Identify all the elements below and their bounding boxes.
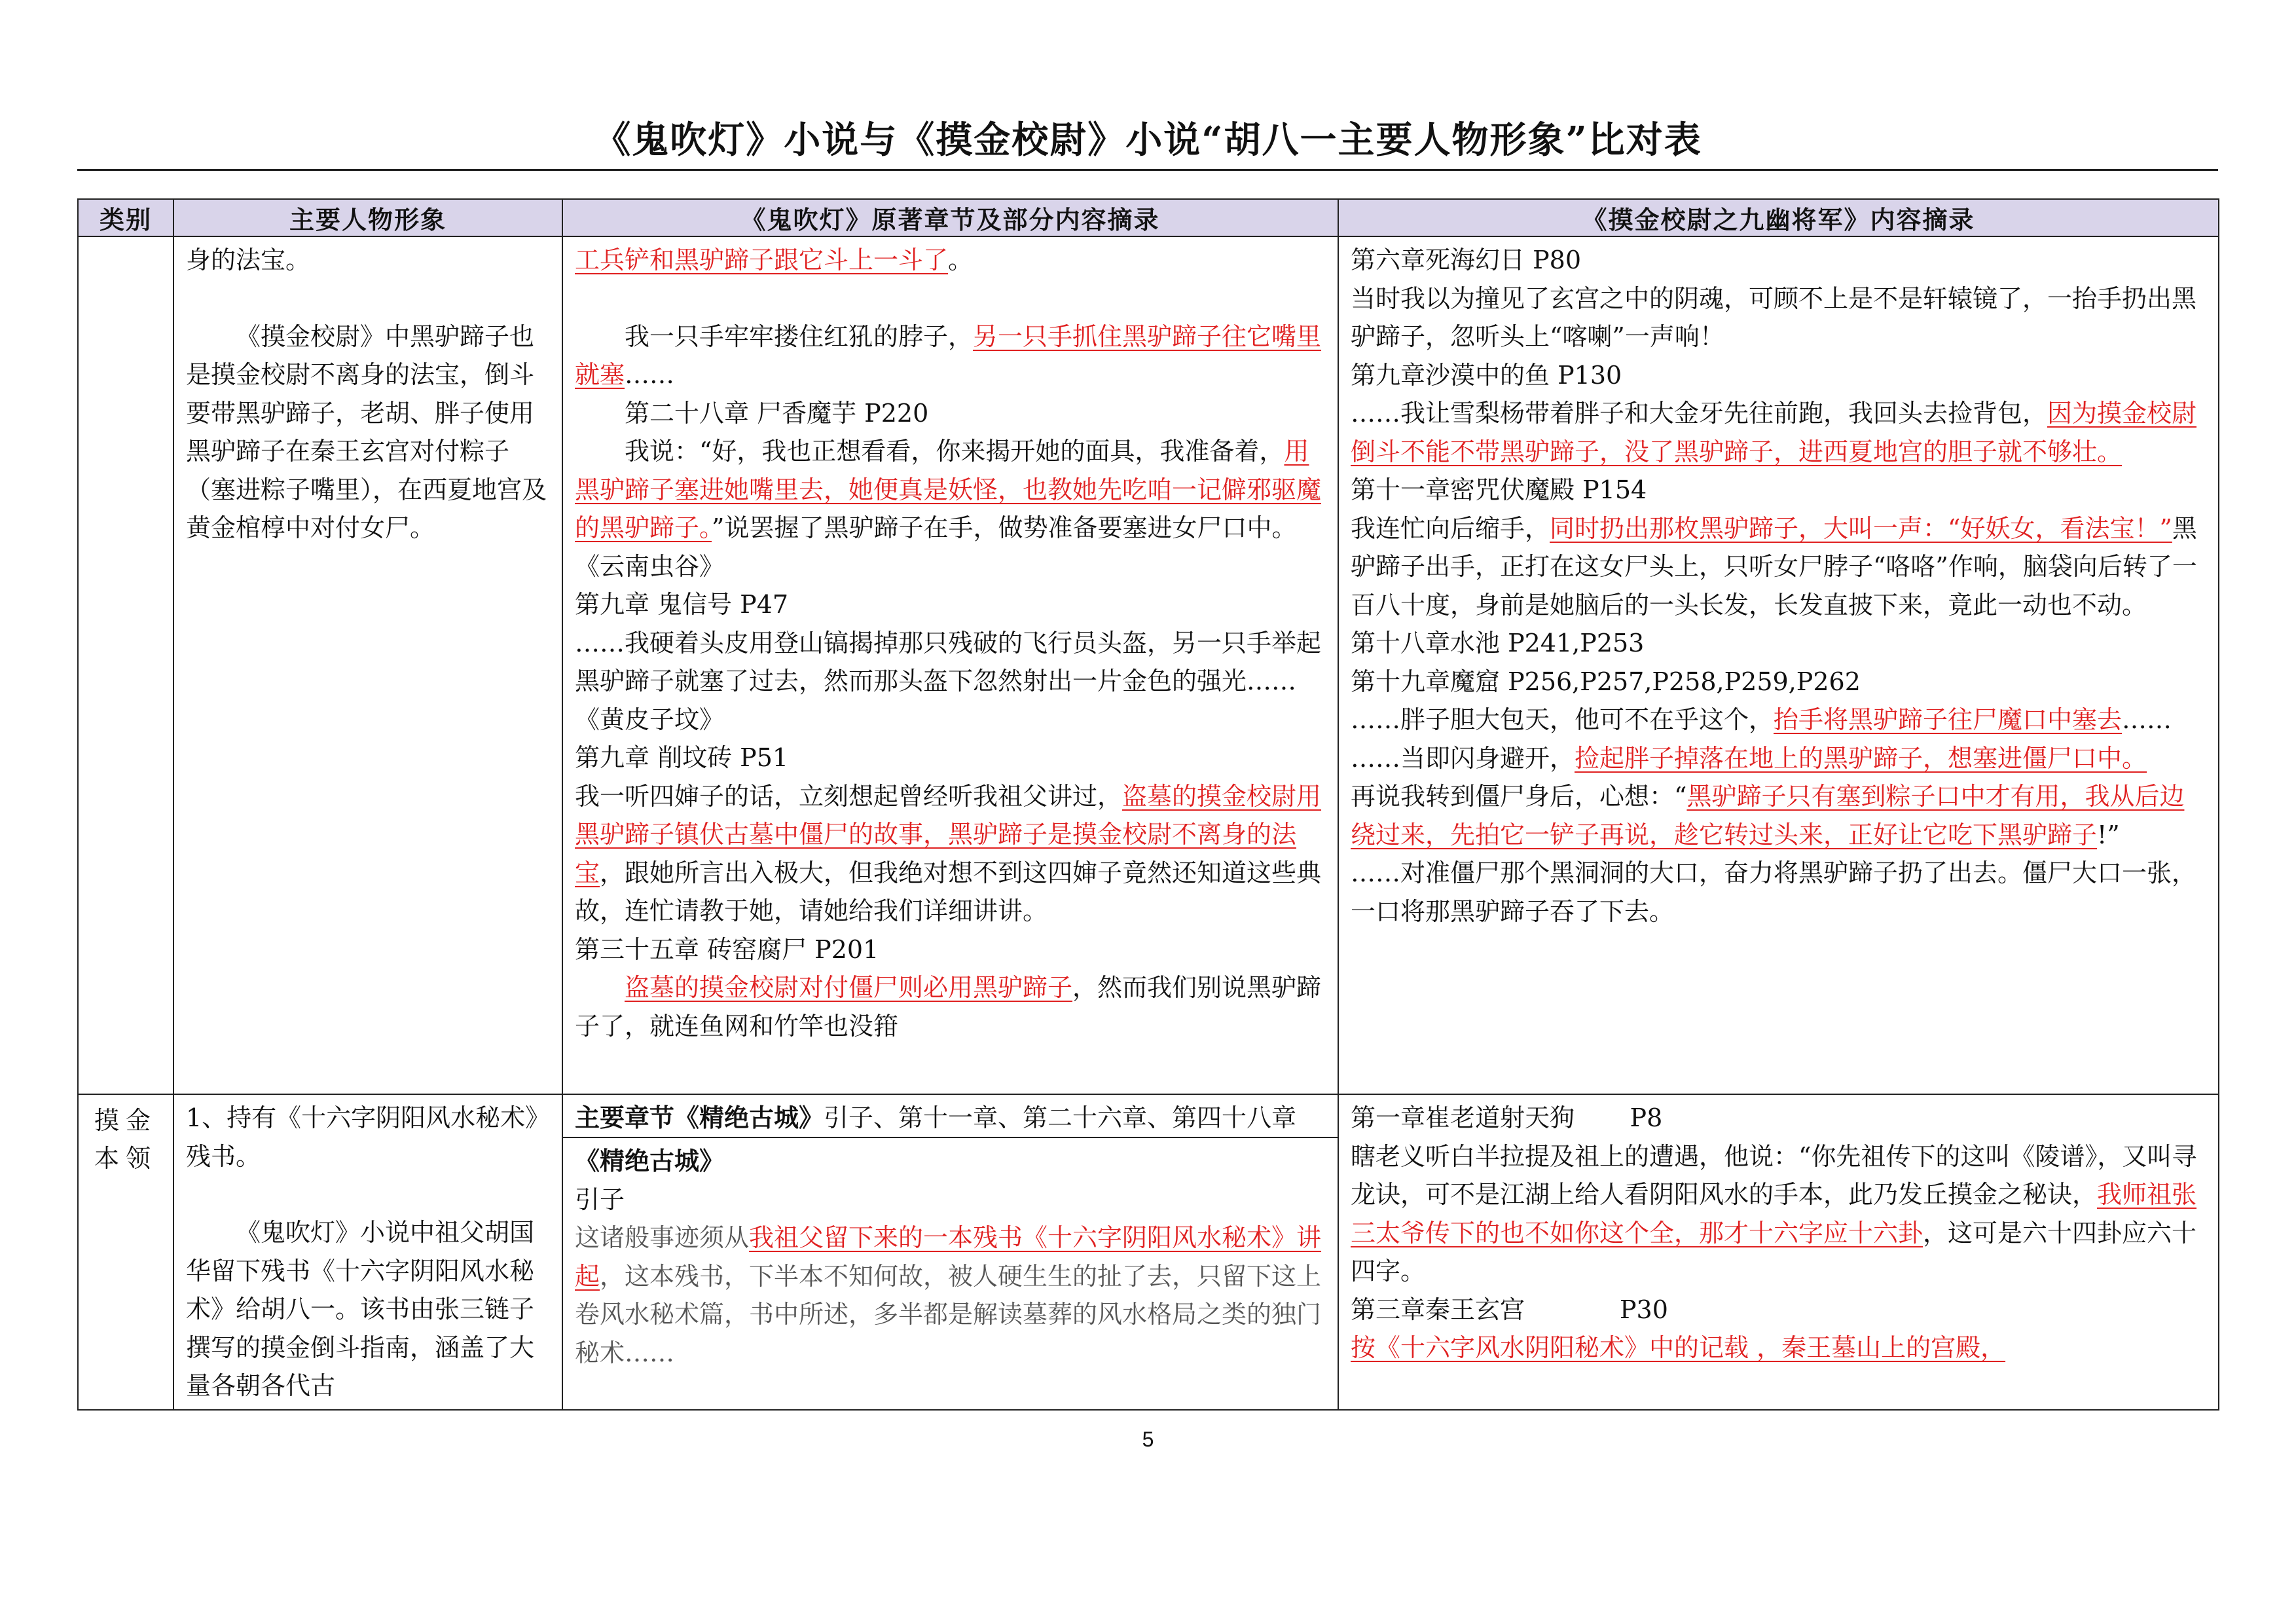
- comparison-table: [77, 198, 2219, 1411]
- chapter-heading: 第九章 削坟砖 P51: [575, 743, 789, 772]
- chapter-heading: 第九章沙漠中的鱼 P130: [1351, 360, 1622, 390]
- header-new: 《摸金校尉之九幽将军》内容摘录: [1338, 199, 2219, 236]
- table-row: [78, 1094, 2219, 1410]
- chapter-heading: 第一章崔老道射天狗 P8: [1351, 1103, 1663, 1132]
- image-cell: 1、持有《十六字阴阳风水秘术》残书。 《鬼吹灯》小说中祖父胡国华留下残书《十六字阴阳风水秘术》给胡八一。该书由张三链子撰写的摸金倒斗指南，涵盖了大量各朝各代古: [173, 1094, 562, 1410]
- chapter-heading: 第九章 鬼信号 P47: [575, 590, 789, 619]
- chapter-heading: 第十八章水池 P241,P253: [1351, 629, 1645, 657]
- chapter-heading: 第三十五章 砖窑腐尸 P201: [575, 934, 879, 964]
- document-title: 《鬼吹灯》小说与《摸金校尉》小说“胡八一主要人物形象”比对表: [594, 119, 1702, 162]
- category-cell: [78, 236, 173, 1094]
- header-row: [78, 199, 2219, 236]
- new-excerpt-cell: 第一章崔老道射天狗 P8 瞎老义听白半拉提及祖上的遭遇，他说：“你先祖传下的这叫《陵谱》，又叫寻龙诀，可不是江湖上给人看阴阳风水的手本，此乃发丘摸金之秘诀，我师祖张三太爷传下的也不如你这个全，那才十六字应十六卦，这可是六十四卦应六十四字。 第三章秦王玄宫 P30 按《十六字风水阴阳秘术》中的记载 ，秦王墓山上的宫殿，: [1338, 1094, 2219, 1410]
- image-cell: 身的法宝。 《摸金校尉》中黑驴蹄子也是摸金校尉不离身的法宝，倒斗要带黑驴蹄子，老胡、胖子使用黑驴蹄子在秦王玄宫对付粽子（塞进粽子嘴里），在西夏地宫及黄金棺椁中对付女尸。: [173, 236, 562, 1094]
- original-excerpt-cell: 工兵铲和黑驴蹄子跟它斗上一斗了。 我一只手牢牢搂住红犼的脖子，另一只手抓住黑驴蹄子往它嘴里就塞…… 第二十八章 尸香魔芋 P220 我说：“好，我也正想看看，你来揭开她的面具，我准备着，用黑驴蹄子塞进她嘴里去，她便真是妖怪，也教她先吃咱一记僻邪驱魔的黑驴蹄子。”说罢握了黑驴蹄子在手，做势准备要塞进女尸口中。 《云南虫谷》 第九章 鬼信号 P47 ……我硬着头皮用登山镐揭掉那只残破的飞行员头盔，另一只手举起黑驴蹄子就塞了过去，然而那头盔下忽然射出一片金色的强光…… 《黄皮子坟》 第九章 削坟砖 P51 我一听四婶子的话，立刻想起曾经听我祖父讲过，盗墓的摸金校尉用黑驴蹄子镇伏古墓中僵尸的故事，黑驴蹄子是摸金校尉不离身的法宝，跟她所言出入极大，但我绝对想不到这四婶子竟然还知道这些典故，连忙请教于她，请她给我们详细讲讲。 第三十五章 砖窑腐尸 P201 盗墓的摸金校尉对付僵尸则必用黑驴蹄子，然而我们别说黑驴蹄子了，就连鱼网和竹竿也没箝: [562, 236, 1338, 1094]
- page-number: 5: [1142, 1428, 1154, 1451]
- chapter-heading: 第二十八章 尸香魔芋 P220: [625, 398, 929, 428]
- header-original: 《鬼吹灯》原著章节及部分内容摘录: [562, 199, 1338, 236]
- category-cell: 摸金本领: [78, 1094, 173, 1410]
- new-excerpt-cell: 第六章死海幻日 P80 当时我以为撞见了玄宫之中的阴魂，可顾不上是不是轩辕镜了，一抬手扔出黑驴蹄子，忽听头上“喀喇”一声响！ 第九章沙漠中的鱼 P130 ……我让雪梨杨带着胖子和大金牙先往前跑，我回头去捡背包，因为摸金校尉倒斗不能不带黑驴蹄子，没了黑驴蹄子，进西夏地宫的胆子就不够壮。 第十一章密咒伏魔殿 P154 我连忙向后缩手，同时扔出那枚黑驴蹄子，大叫一声：“好妖女，看法宝！”黑驴蹄子出手，正打在这女尸头上，只听女尸脖子“咯咯”作响，脑袋向后转了一百八十度，身前是她脑后的一头长发，长发直披下来，竟此一动也不动。 第十八章水池 P241,P253 第十九章魔窟 P256,P257,P258,P259,P262 ……胖子胆大包天，他可不在乎这个，抬手将黑驴蹄子往尸魔口中塞去…… ……当即闪身避开，捡起胖子掉落在地上的黑驴蹄子，想塞进僵尸口中。 再说我转到僵尸身后，心想：“黑驴蹄子只有塞到粽子口中才有用，我从后边绕过来，先拍它一铲子再说，趁它转过头来，正好让它吃下黑驴蹄子!” ……对准僵尸那个黑洞洞的大口，奋力将黑驴蹄子扔了出去。僵尸大口一张，一口将那黑驴蹄子吞了下去。: [1338, 236, 2219, 1094]
- book-title: 《黄皮子坟》: [575, 705, 725, 734]
- book-title: 《精绝古城》: [575, 1146, 725, 1175]
- main-chapters: 主要章节《精绝古城》引子、第十一章、第二十六章、第四十八章: [563, 1095, 1338, 1138]
- book-title: 《云南虫谷》: [575, 551, 725, 581]
- title-underline: [77, 169, 2218, 171]
- header-image: 主要人物形象: [173, 199, 562, 236]
- original-excerpt-cell: 主要章节《精绝古城》引子、第十一章、第二十六章、第四十八章 《精绝古城》 引子 这诸般事迹须从我祖父留下来的一本残书《十六字阴阳风水秘术》讲起，这本残书，下半本不知何故，被人硬生生的扯了去，只留下这上卷风水秘术篇，书中所述，多半都是解读墓葬的风水格局之类的独门秘术……: [562, 1094, 1338, 1410]
- chapter-heading: 第十九章魔窟 P256,P257,P258,P259,P262: [1351, 667, 1861, 696]
- chapter-heading: 引子: [575, 1185, 625, 1214]
- chapter-heading: 第三章秦王玄宫 P30: [1351, 1295, 1668, 1324]
- chapter-heading: 第十一章密咒伏魔殿 P154: [1351, 475, 1647, 504]
- table-row: [78, 236, 2219, 1094]
- header-category: 类别: [78, 199, 173, 236]
- chapter-heading: 第六章死海幻日 P80: [1351, 246, 1582, 274]
